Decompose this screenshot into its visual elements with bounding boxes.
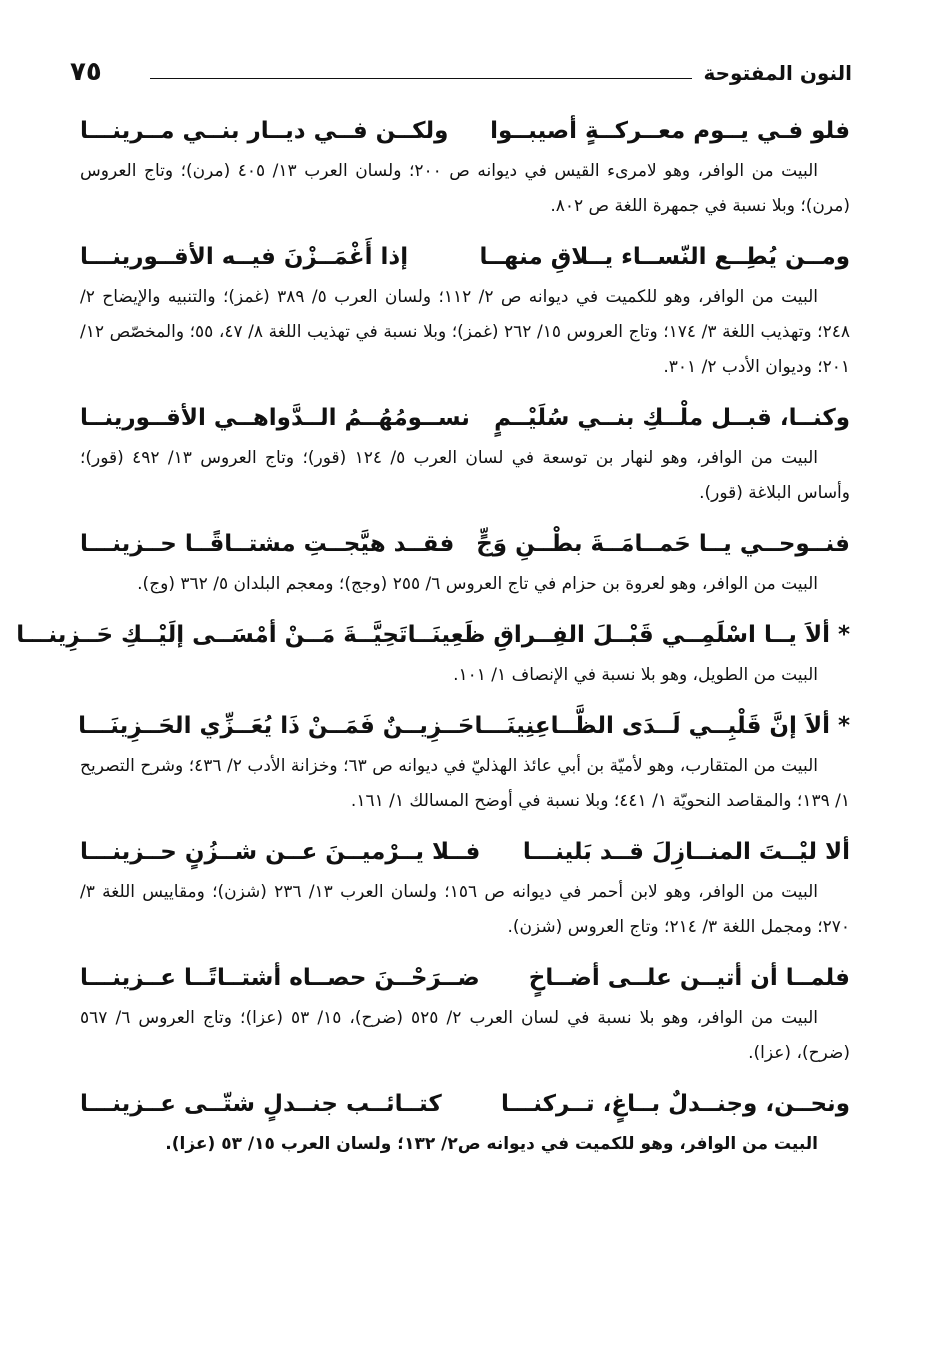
first-hemistich: وكنــا، قبــل ملْــكِ بنــي سُلَيْــمٍ [494, 405, 850, 431]
verse-line [80, 829, 850, 875]
first-hemistich: * ألاَ إنَّ قَلْبِــي لَــدَى الظَّــاعِنِينَـــا [474, 713, 850, 739]
verse-entry [80, 108, 850, 224]
verse-entry [80, 829, 850, 945]
second-hemistich: فقــد هيَّجــتِ مشتــاقًــا حــزينـــا [80, 531, 455, 557]
verse-line [80, 1081, 850, 1127]
second-hemistich: ضــرَحْــنَ حصــاه أشتــاتًــا عــزينـــا [80, 965, 480, 991]
page-header [70, 58, 852, 90]
verse-entry [80, 521, 850, 602]
page-number: ٧٥ [70, 57, 102, 87]
verse-note: البيت من الوافر، وهو لعروة بن حزام في تاج العروس ٦/ ٢٥٥ (وجج)؛ ومعجم البلدان ٥/ ٣٦٢ (وج). [137, 574, 818, 594]
page-body [16, 108, 850, 1172]
verse-line [80, 521, 850, 567]
verse-note: البيت من الوافر، وهو للكميت في ديوانه ص٢/ ١٣٢؛ ولسان العرب ١٥/ ٥٣ (عزا). [165, 1134, 818, 1154]
first-hemistich: ومــن يُطِــع النّســاء يــلاقِ منهــا [479, 244, 850, 270]
second-hemistich: نســومُهُــمُ الــدَّواهــي الأقــورينــا [80, 405, 470, 431]
second-hemistich: حَــزِيــنٌ فَمَــنْ ذَا يُعَــزِّي الحَــزِينَـــا [78, 713, 475, 739]
first-hemistich: ونحــن، وجنــدلٌ بــاغٍ، تــركنـــا [500, 1091, 850, 1117]
verse-entry [80, 395, 850, 511]
verse-line [80, 234, 850, 280]
second-hemistich: إذا أَغْمَــزْنَ فيــه الأقــورينـــا [80, 244, 409, 270]
verse-line [16, 612, 850, 658]
first-hemistich: فلو فـي يــوم معــركــةٍ أصيبــوا [490, 118, 850, 144]
verse-note: البيت من الطويل، وهو بلا نسبة في الإنصاف ١/ ١٠١. [453, 665, 818, 685]
first-hemistich: ألا ليْــتَ المنــازِلَ قــد بَلينـــا [522, 839, 850, 865]
verse-note: البيت من الوافر، وهو لامرىء القيس في ديوانه ص ٢٠٠؛ ولسان العرب ١٣/ ٤٠٥ (مرن)؛ وتاج العروس (مرن)؛ وبلا نسبة في جمهرة اللغة ص ٨٠٢. [80, 161, 850, 216]
second-hemistich: فــلا يــرْميــنَ عــن شــزُنٍ حــزينـــا [80, 839, 481, 865]
second-hemistich: ولكــن فــي ديــار بنــي مــرينـــا [80, 118, 449, 144]
first-hemistich: فلمــا أن أتيــن علــى أضــاخٍ [528, 965, 850, 991]
verse-line [80, 703, 850, 749]
verse-line [80, 108, 850, 154]
verse-entry [80, 234, 850, 385]
verse-line [80, 395, 850, 441]
verse-note: البيت من الوافر، وهو لابن أحمر في ديوانه ص ١٥٦؛ ولسان العرب ١٣/ ٢٣٦ (شزن)؛ ومقاييس اللغة ٣/ ٢٧٠؛ ومجمل اللغة ٣/ ٢١٤؛ وتاج العروس (شزن). [80, 882, 850, 937]
second-hemistich: تَحِيَّــةَ مَــنْ أمْسَــى إلَيْــكِ حَــزِينـــا [16, 622, 408, 648]
verse-entry [80, 955, 850, 1071]
verse-entry [80, 1081, 850, 1162]
chapter-title: النون المفتوحة [703, 61, 852, 85]
verse-note: البيت من الوافر، وهو لنهار بن توسعة في لسان العرب ٥/ ١٢٤ (قور)؛ وتاج العروس ١٣/ ٤٩٢ (قور)؛ وأساس البلاغة (قور). [80, 448, 850, 503]
first-hemistich: * ألاَ يــا اسْلَمِــي قَبْــلَ الفِــراقِ ظَعِينَــا [407, 622, 850, 648]
verse-entry [16, 612, 850, 693]
verse-entry [80, 703, 850, 819]
verse-note: البيت من الوافر، وهو للكميت في ديوانه ص ٢/ ١١٢؛ ولسان العرب ٥/ ٣٨٩ (غمز)؛ والتنبيه والإيضاح ٢/ ٢٤٨؛ وتهذيب اللغة ٣/ ١٧٤؛ وتاج العروس ١٥/ ٢٦٢ (غمز)؛ وبلا نسبة في تهذيب اللغة ٨/ ٤٧، ٥٥؛ والمخصّص ١٢/ ٢٠١؛ وديوان الأدب ٢/ ٣٠١. [80, 287, 850, 377]
second-hemistich: كتــائــب جنــدلٍ شتّــى عــزينـــا [80, 1091, 442, 1117]
verse-note: البيت من الوافر، وهو بلا نسبة في لسان العرب ٢/ ٥٢٥ (ضرح)، ١٥/ ٥٣ (عزا)؛ وتاج العروس ٦/ ٥٦٧ (ضرح)، (عزا). [80, 1008, 850, 1063]
verse-line [80, 955, 850, 1001]
header-divider [150, 78, 692, 79]
first-hemistich: فنــوحــي يــا حَمــامَــةَ بطْــنِ وَجٍّ [476, 531, 850, 557]
verse-note: البيت من المتقارب، وهو لأميّة بن أبي عائذ الهذليّ في ديوانه ص ٦٣؛ وخزانة الأدب ٢/ ٤٣٦؛ وشرح التصريح ١/ ١٣٩؛ والمقاصد النحويّة ١/ ٤٤١؛ وبلا نسبة في أوضح المسالك ١/ ١٦١. [80, 756, 850, 811]
